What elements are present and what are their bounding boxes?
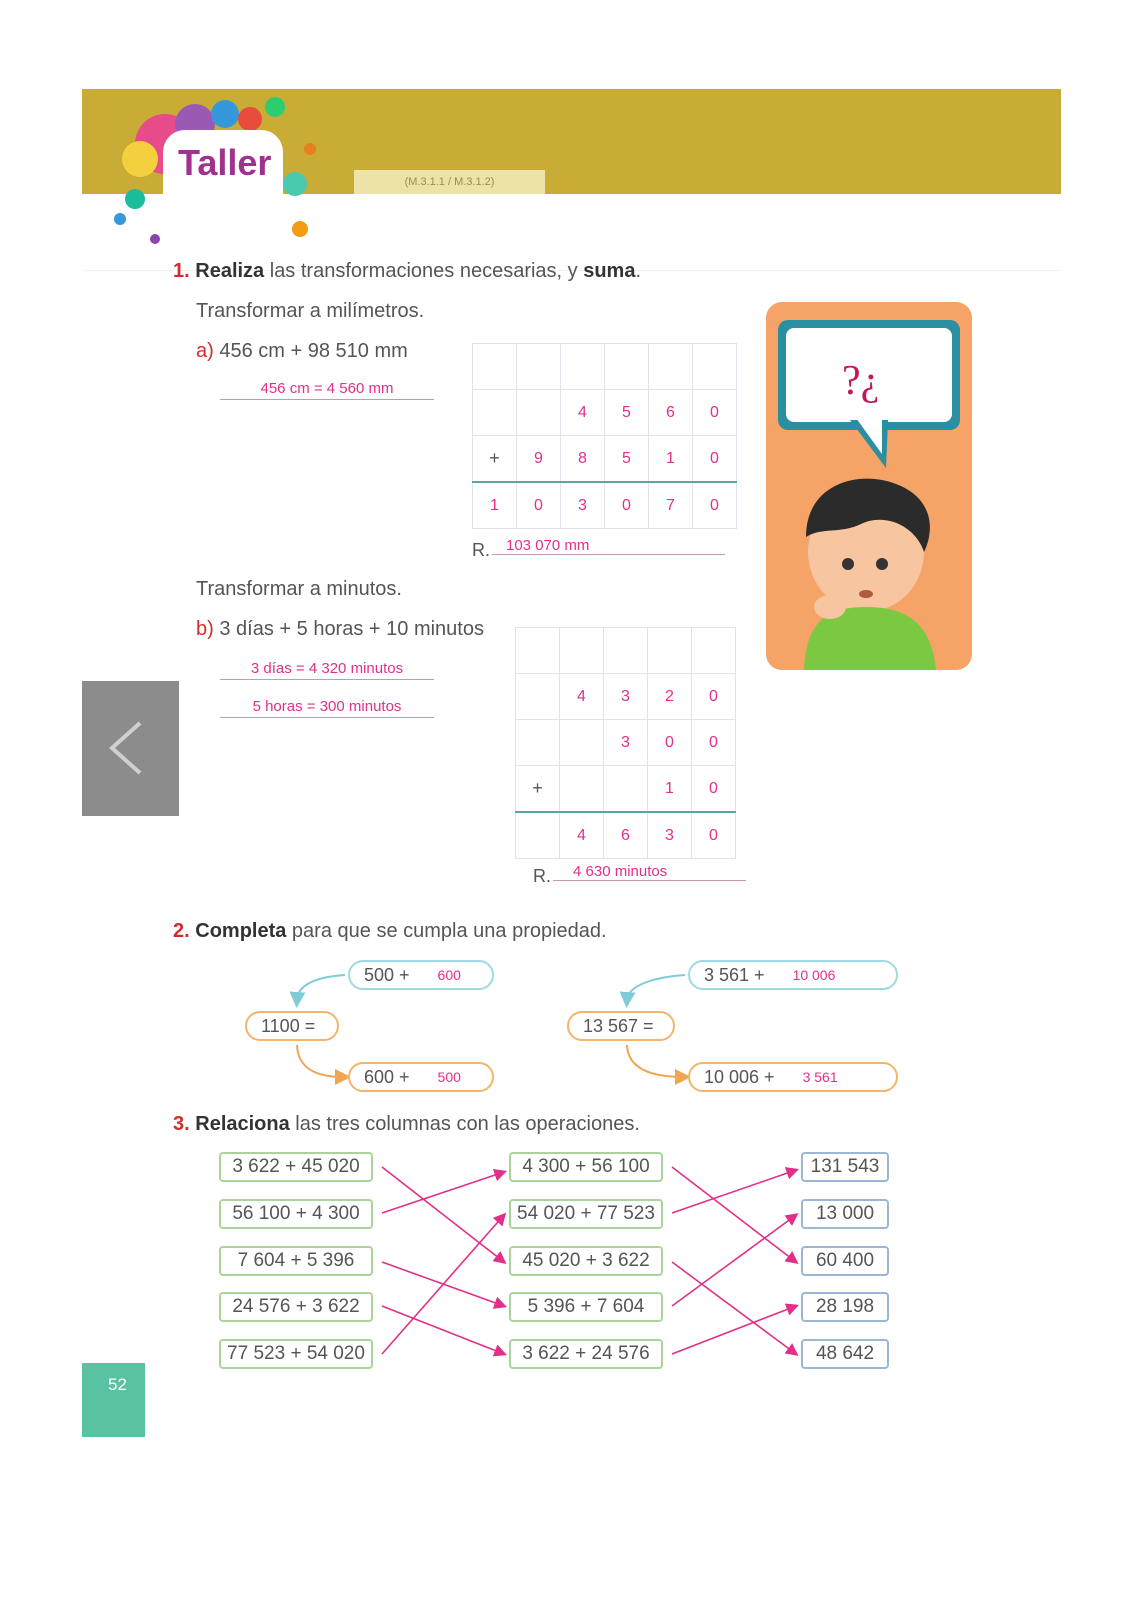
part-b-letter: b) <box>196 618 214 640</box>
part-a-expression: 456 cm + 98 510 mm <box>219 340 408 362</box>
q2-group2-bottom-answer: 3 561 <box>802 1069 838 1085</box>
part_b-cell: 3 <box>648 812 692 859</box>
q3-col2-item: 5 396 + 7 604 <box>509 1292 663 1322</box>
part_b-cell: 0 <box>692 720 736 766</box>
q3-col1-item: 3 622 + 45 020 <box>219 1152 373 1182</box>
question-3-number: 3. <box>173 1113 190 1135</box>
part_b-cell: 3 <box>604 720 648 766</box>
part_a-cell: 3 <box>561 482 605 529</box>
part_a-cell: 6 <box>649 390 693 436</box>
question-3-verb: Relaciona <box>195 1113 290 1135</box>
q3-col3-item: 13 000 <box>801 1199 889 1229</box>
part-b-instruction: Transformar a minutos. <box>196 578 402 600</box>
part_b-cell: 3 <box>604 674 648 720</box>
part_a-cell: 1 <box>649 436 693 483</box>
q3-col1-item: 24 576 + 3 622 <box>219 1292 373 1322</box>
part_b-cell: 0 <box>692 766 736 813</box>
part_a-cell: 0 <box>693 436 737 483</box>
part-a-answer: 103 070 mm <box>492 537 725 555</box>
part-a-r-label: R. <box>472 540 490 560</box>
q3-col1-item: 77 523 + 54 020 <box>219 1339 373 1369</box>
part_b-cell: 0 <box>692 674 736 720</box>
q2-group1-top-text: 500 + <box>364 964 410 985</box>
question-1-text: las transformaciones necesarias, y <box>264 260 584 282</box>
part_a-cell: 8 <box>561 436 605 483</box>
q3-col1-item: 56 100 + 4 300 <box>219 1199 373 1229</box>
part_b-cell: 6 <box>604 812 648 859</box>
part-a-work: 456 cm = 4 560 mm <box>220 380 434 400</box>
question-1-verb: Realiza <box>195 260 265 282</box>
q2-group1-top-answer: 600 <box>437 967 461 983</box>
q2-group2-top-text: 3 561 + <box>704 964 765 985</box>
part_b-cell: 0 <box>692 812 736 859</box>
question-1-number: 1. <box>173 260 190 282</box>
q3-col3-item: 48 642 <box>801 1339 889 1369</box>
part-b-work-1: 3 días = 4 320 minutos <box>220 660 434 680</box>
question-3-text: las tres columnas con las operaciones. <box>289 1113 640 1135</box>
previous-page-button[interactable] <box>82 681 179 816</box>
part_b-cell: 1 <box>648 766 692 813</box>
part-a-instruction: Transformar a milímetros. <box>196 300 425 322</box>
q2-group2-center-text: 13 567 = <box>583 1015 654 1036</box>
part_a-cell: 7 <box>649 482 693 529</box>
q3-col2-item: 4 300 + 56 100 <box>509 1152 663 1182</box>
q3-col3-item: 28 198 <box>801 1292 889 1322</box>
part_a-cell: 5 <box>605 436 649 483</box>
page-number: 52 <box>108 1375 127 1394</box>
q3-col3-item: 60 400 <box>801 1246 889 1276</box>
q3-col2-item: 45 020 + 3 622 <box>509 1246 663 1276</box>
question-1-verb2: suma <box>583 260 636 282</box>
part_a-cell: 0 <box>693 390 737 436</box>
q3-col2-item: 54 020 + 77 523 <box>509 1199 663 1229</box>
part_a-cell: 5 <box>605 390 649 436</box>
part-b-work-2: 5 horas = 300 minutos <box>220 698 434 718</box>
question-2-text: para que se cumpla una propiedad. <box>286 920 607 942</box>
skill-code-label: (M.3.1.1 / M.3.1.2) <box>354 170 545 194</box>
question-1-end: . <box>635 260 642 282</box>
part_a-cell: 4 <box>561 390 605 436</box>
part_a-cell: + <box>473 436 517 483</box>
q2-group2-bottom-text: 10 006 + <box>704 1066 775 1087</box>
part_a-cell: 0 <box>517 482 561 529</box>
part-b-answer: 4 630 minutos <box>553 863 746 881</box>
part_a-cell: 9 <box>517 436 561 483</box>
q2-group1-center-text: 1100 = <box>261 1015 316 1036</box>
q3-col1-item: 7 604 + 5 396 <box>219 1246 373 1276</box>
q3-col3-item: 131 543 <box>801 1152 889 1182</box>
part_a-cell: 0 <box>605 482 649 529</box>
page-title: Taller <box>178 142 272 183</box>
q3-col2-item: 3 622 + 24 576 <box>509 1339 663 1369</box>
chevron-left-icon <box>82 681 179 816</box>
q2-group2-top-answer: 10 006 <box>792 967 836 983</box>
part_b-cell: 4 <box>560 812 604 859</box>
part_b-cell: 4 <box>560 674 604 720</box>
question-2-verb: Completa <box>195 920 287 942</box>
part_a-cell: 0 <box>693 482 737 529</box>
question-2-number: 2. <box>173 920 190 942</box>
part-b-r-label: R. <box>533 866 551 886</box>
part-b-expression: 3 días + 5 horas + 10 minutos <box>219 618 484 640</box>
part_b-cell: 0 <box>648 720 692 766</box>
q2-group1-bottom-answer: 500 <box>437 1069 461 1085</box>
question-marks: ?¿ <box>842 358 880 404</box>
part_a-cell: 1 <box>473 482 517 529</box>
part_b-cell: + <box>516 766 560 813</box>
part_b-cell: 2 <box>648 674 692 720</box>
q2-group1-bottom-text: 600 + <box>364 1066 410 1087</box>
part-a-letter: a) <box>196 340 214 362</box>
